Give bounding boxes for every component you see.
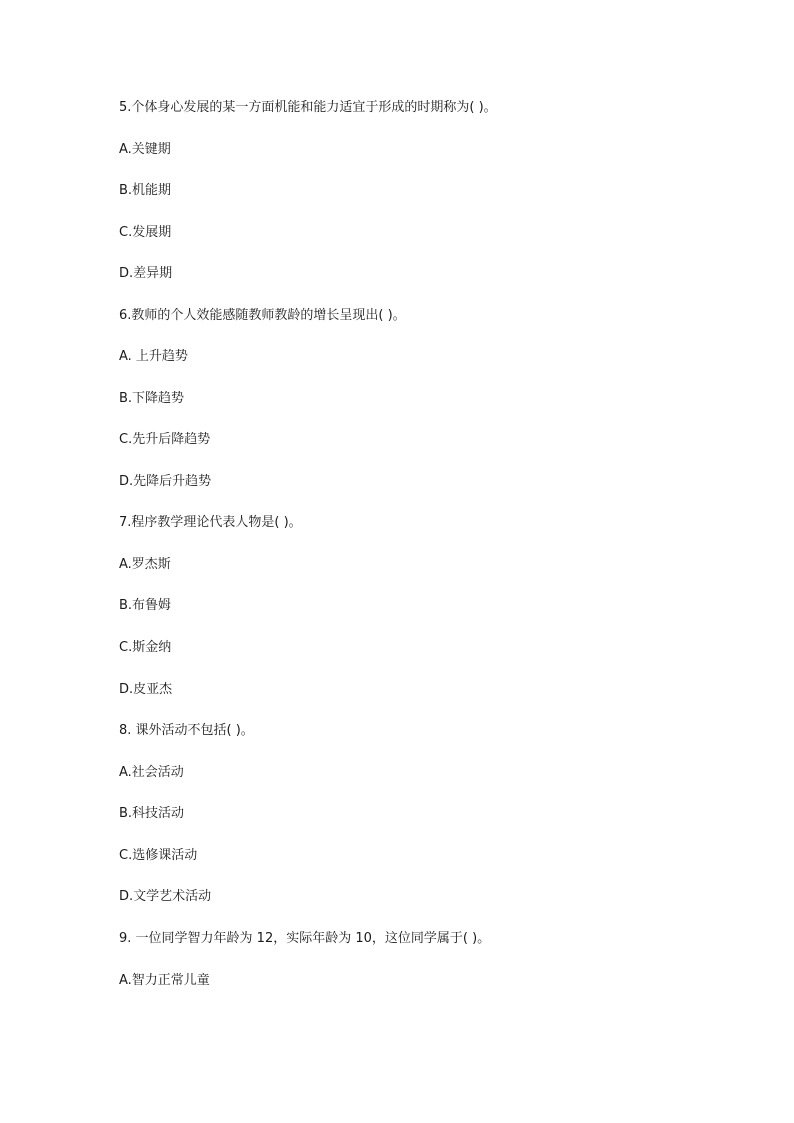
question-6-stem: 6.教师的个人效能感随教师教龄的增长呈现出( )。 (119, 308, 406, 323)
question-5-option-c: C.发展期 (119, 225, 172, 240)
question-9-stem: 9. 一位同学智力年龄为 12，实际年龄为 10，这位同学属于( )。 (119, 931, 491, 946)
question-8-option-c: C.选修课活动 (119, 848, 198, 863)
question-8-option-a: A.社会活动 (119, 765, 184, 780)
question-8-stem: 8. 课外活动不包括( )。 (119, 723, 254, 738)
question-7-option-b: B.布鲁姆 (119, 598, 172, 613)
question-7-option-c: C.斯金纳 (119, 640, 172, 655)
question-7-stem: 7.程序教学理论代表人物是( )。 (119, 515, 302, 530)
question-7-option-a: A.罗杰斯 (119, 557, 171, 572)
question-6-option-c: C.先升后降趋势 (119, 432, 211, 447)
question-9-option-a: A.智力正常儿童 (119, 973, 210, 988)
question-5-stem: 5.个体身心发展的某一方面机能和能力适宜于形成的时期称为( )。 (119, 100, 497, 115)
question-6-option-a: A. 上升趋势 (119, 349, 188, 364)
question-7-option-d: D.皮亚杰 (119, 682, 173, 697)
question-5-option-b: B.机能期 (119, 183, 172, 198)
question-5-option-a: A.关键期 (119, 142, 171, 157)
question-8-option-d: D.文学艺术活动 (119, 889, 212, 904)
question-6-option-d: D.先降后升趋势 (119, 474, 212, 489)
question-5-option-d: D.差异期 (119, 266, 173, 281)
question-8-option-b: B.科技活动 (119, 806, 185, 821)
question-6-option-b: B.下降趋势 (119, 391, 185, 406)
